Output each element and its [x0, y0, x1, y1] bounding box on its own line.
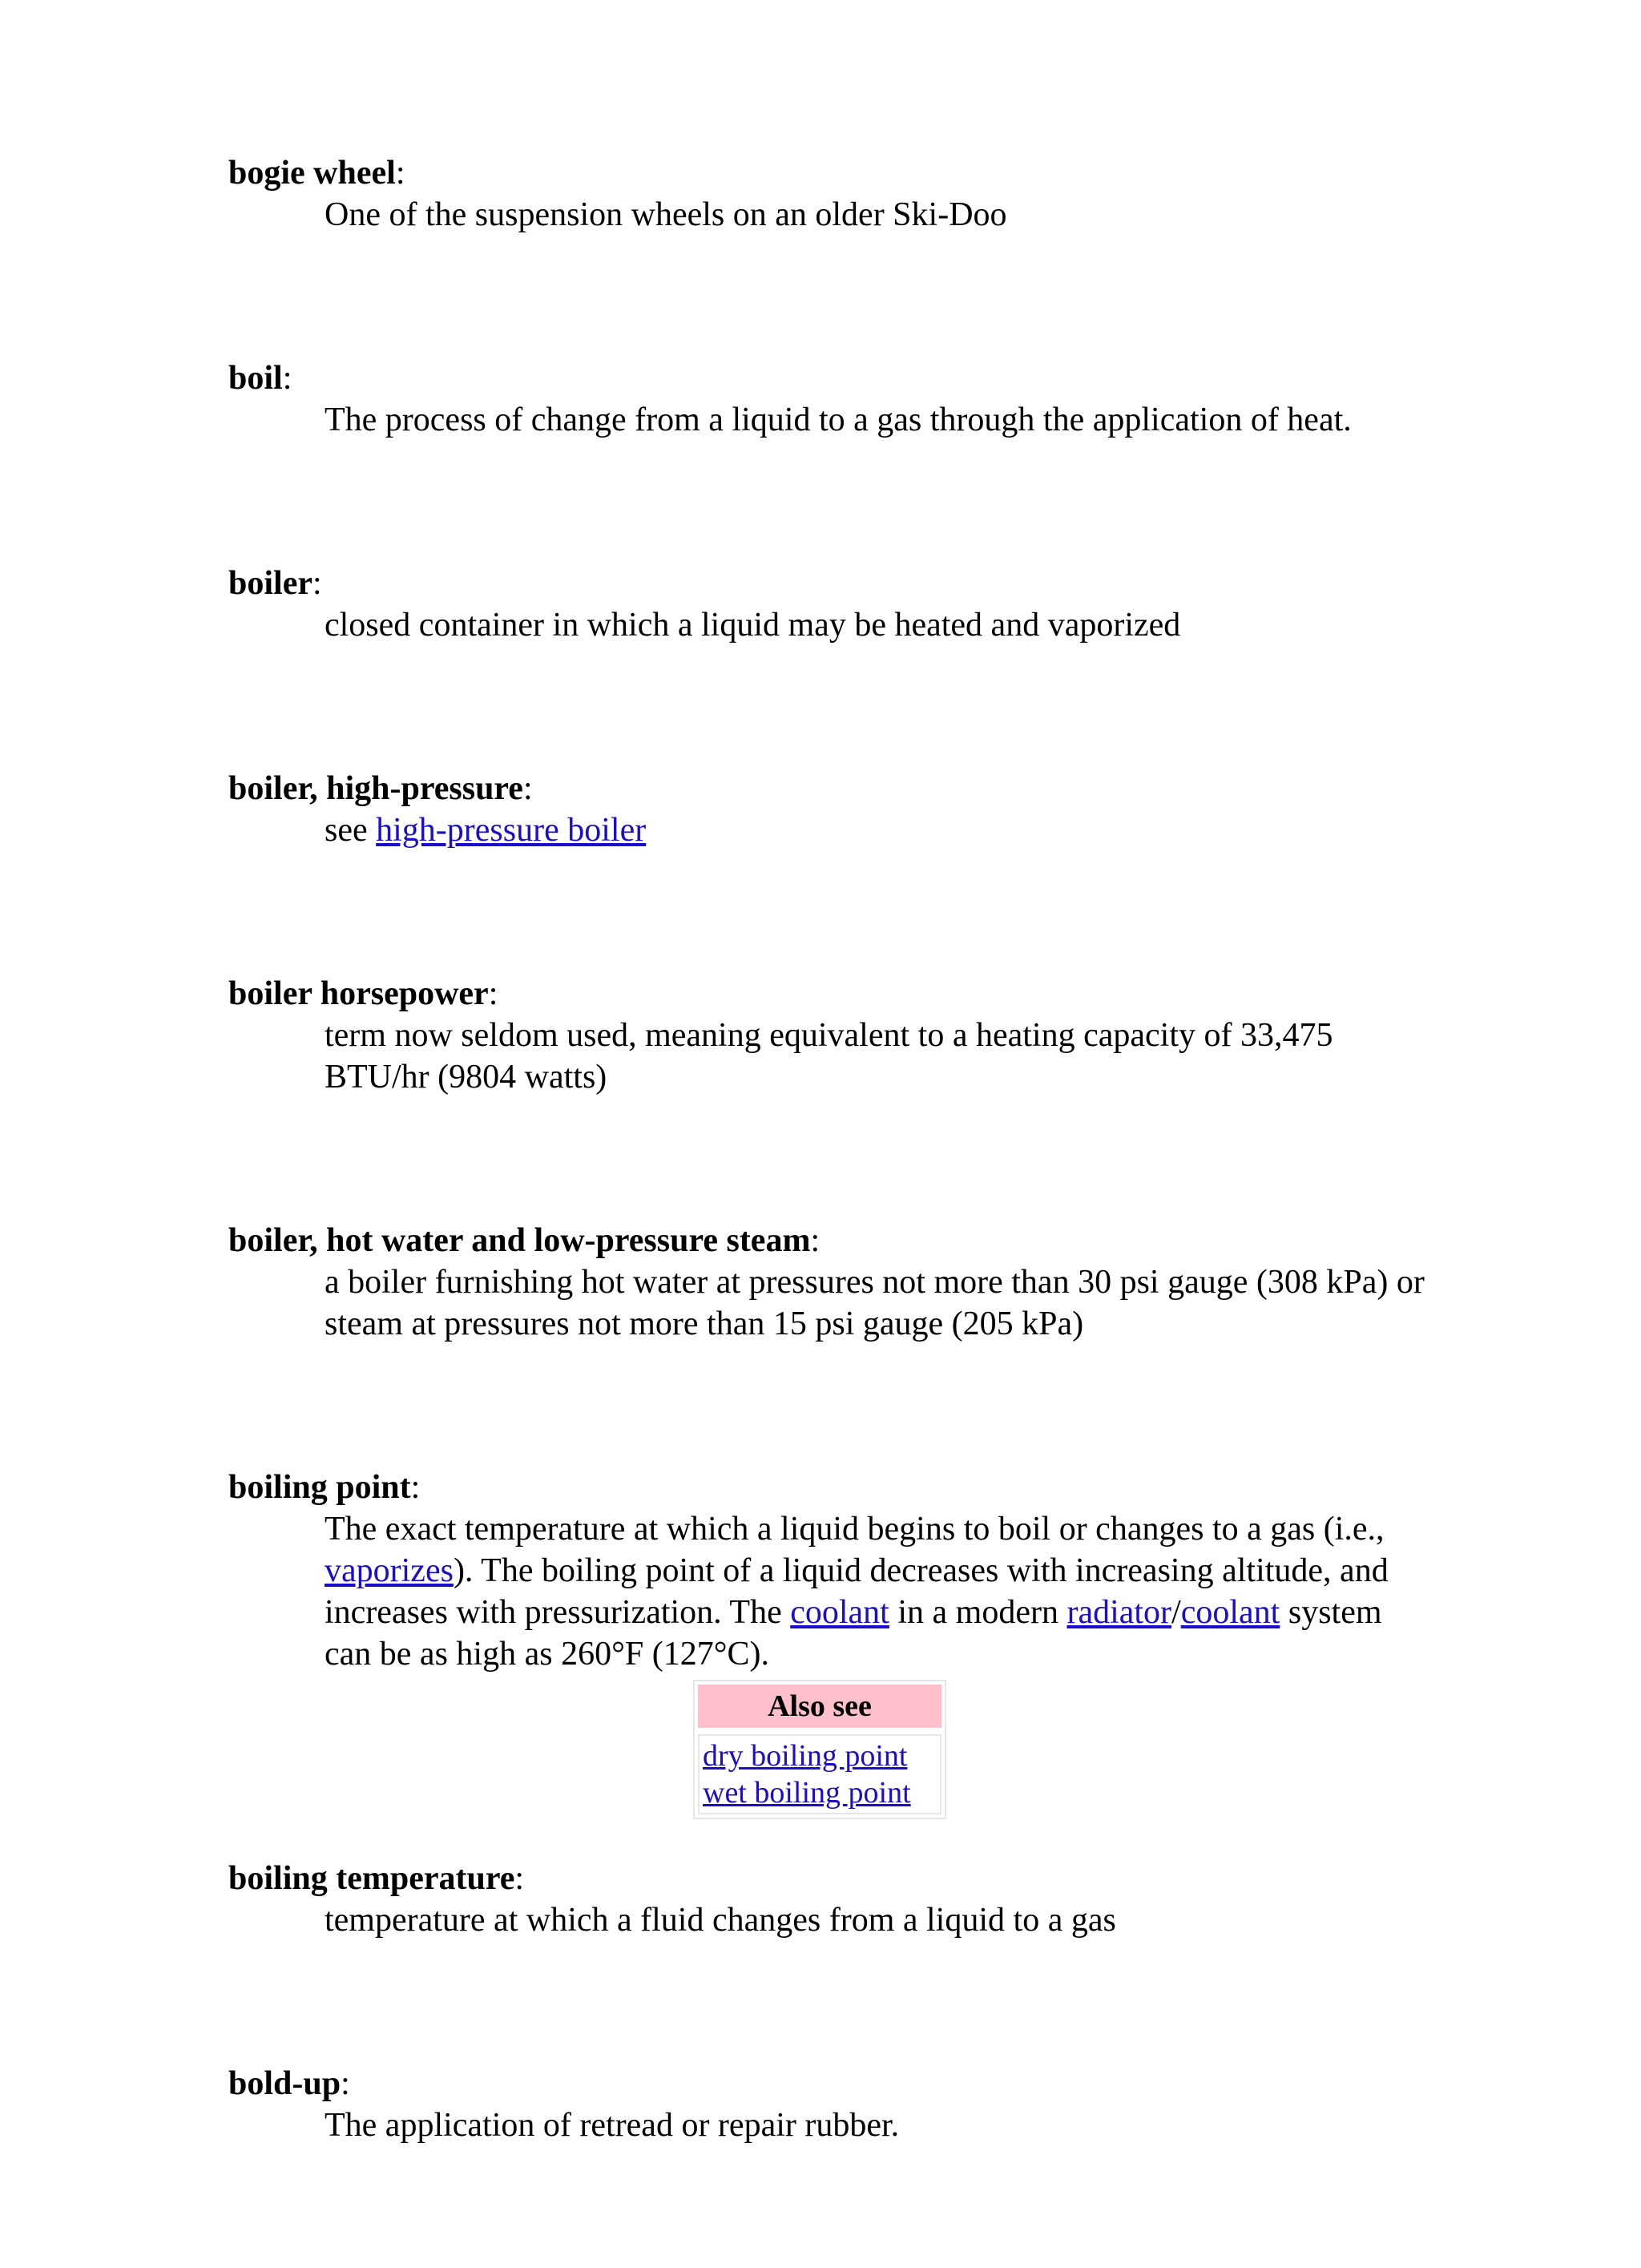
definition-text: The exact temperature at which a liquid begins to boil or changes to a gas (i.e., [325, 1511, 1385, 1548]
entry-boil [228, 357, 1430, 441]
also-see-list [698, 1734, 941, 1814]
entry-boiling-point [228, 1467, 1430, 1819]
entry-bold-up [228, 2063, 1430, 2146]
entry-bogie-wheel [228, 152, 1430, 236]
term-separator: : [312, 565, 322, 602]
term-separator: : [341, 2065, 350, 2102]
term: boiling point [228, 1469, 411, 1506]
term-separator: : [488, 975, 498, 1012]
term-line [228, 357, 1430, 399]
term-separator: : [810, 1222, 820, 1259]
entry-boiler-horsepower [228, 973, 1430, 1098]
term-line [228, 1467, 1430, 1508]
term: bold-up [228, 2065, 341, 2102]
definition-prefix: see [325, 812, 377, 849]
definition-text: system can be as high as 260°F (127°C). [325, 1594, 1382, 1673]
definition-text: in a modern [889, 1594, 1067, 1631]
term-separator: : [522, 770, 533, 807]
definition-text: / [1171, 1594, 1181, 1631]
entry-boiler-hot-water [228, 1220, 1430, 1345]
definition: a boiler furnishing hot water at pressures not more than 30 psi gauge (308 kPa) or steam at pressures not more than 15 psi gauge (205 kPa) [325, 1264, 1425, 1342]
link-coolant[interactable]: coolant [790, 1594, 889, 1631]
definition: The application of retread or repair rubber. [325, 2107, 900, 2144]
definition: temperature at which a fluid changes from a liquid to a gas [325, 1902, 1116, 1939]
definition [325, 1508, 1430, 1675]
term-line [228, 152, 1430, 194]
term-line [228, 768, 1430, 809]
link-wet-boiling-point[interactable]: wet boiling point [703, 1776, 911, 1810]
term-line [228, 1220, 1430, 1261]
term: boiler [228, 565, 312, 602]
entry-boiler-high-pressure [228, 768, 1430, 851]
definition: term now seldom used, meaning equivalent to a heating capacity of 33,475 BTU/hr (9804 watts) [325, 1017, 1333, 1096]
term-separator: : [514, 1860, 525, 1897]
also-see-box [693, 1680, 946, 1819]
link-high-pressure-boiler[interactable]: high-pressure boiler [376, 812, 647, 849]
term-line [228, 563, 1430, 604]
glossary [228, 152, 1430, 2268]
term: boiler horsepower [228, 975, 489, 1012]
also-see-heading: Also see [698, 1685, 941, 1728]
term-line [228, 1858, 1430, 1899]
entry-boiling-temperature [228, 1858, 1430, 1941]
definition: closed container in which a liquid may be heated and vaporized [325, 607, 1181, 644]
link-radiator[interactable]: radiator [1066, 1594, 1172, 1631]
link-dry-boiling-point[interactable]: dry boiling point [703, 1739, 908, 1773]
entry-boiler [228, 563, 1430, 646]
term: boil [228, 360, 283, 397]
term-separator: : [395, 155, 405, 192]
term: boiler, high-pressure [228, 770, 523, 807]
definition: One of the suspension wheels on an older Ski-Doo [325, 196, 1007, 233]
link-coolant-2[interactable]: coolant [1180, 1594, 1280, 1631]
definition-text: ). The boiling point of a liquid decreases with increasing altitude, and increases with pressurization. The [325, 1552, 1389, 1631]
definition: The process of change from a liquid to a gas through the application of heat. [325, 402, 1352, 438]
term: boiler, hot water and low-pressure steam [228, 1222, 811, 1259]
term-separator: : [282, 360, 292, 397]
link-vaporizes[interactable]: vaporizes [325, 1552, 454, 1589]
term-line [228, 973, 1430, 1015]
term-line [228, 2063, 1430, 2105]
term: boiling temperature [228, 1860, 515, 1897]
term: bogie wheel [228, 155, 396, 192]
definition [325, 809, 1430, 851]
term-separator: : [410, 1469, 421, 1506]
